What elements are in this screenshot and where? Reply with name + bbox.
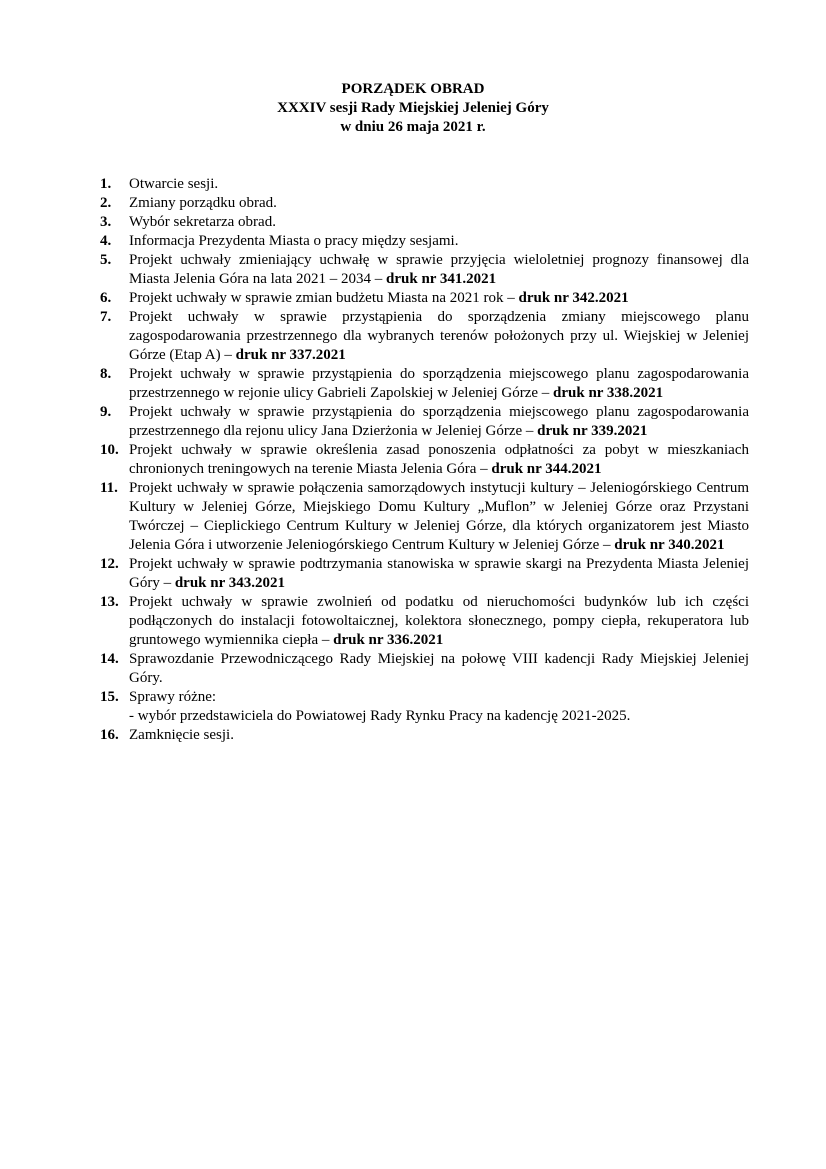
agenda-item-number: 14. xyxy=(100,651,119,667)
agenda-item-number: 16. xyxy=(100,727,119,743)
agenda-item-2 xyxy=(100,194,749,213)
druk-number: druk nr 338.2021 xyxy=(553,385,664,401)
agenda-item-text: Projekt uchwały w sprawie przystąpienia do sporządzenia miejscowego planu zagospodarowania przestrzennego dla rejonu ulicy Jana Dzierżonia w Jeleniej Górze – xyxy=(129,404,749,439)
agenda-item-13 xyxy=(100,593,749,650)
agenda-subitem: - wybór przedstawiciela do Powiatowej Rady Rynku Pracy na kadencję 2021-2025. xyxy=(129,708,631,724)
agenda-item-number: 13. xyxy=(100,594,119,610)
agenda-item-number: 1. xyxy=(100,176,112,192)
agenda-item-number: 6. xyxy=(100,290,112,306)
agenda-item-number: 2. xyxy=(100,195,112,211)
agenda-item-text: Zmiany porządku obrad. xyxy=(129,195,277,211)
agenda-item-number: 10. xyxy=(100,442,119,458)
agenda-item-text: Informacja Prezydenta Miasta o pracy między sesjami. xyxy=(129,233,459,249)
druk-number: druk nr 336.2021 xyxy=(333,632,444,648)
agenda-item-number: 15. xyxy=(100,689,119,705)
agenda-item-12 xyxy=(100,555,749,593)
agenda-item-text: Projekt uchwały w sprawie zwolnień od podatku od nieruchomości budynków lub ich części podłączonych do instalacji fotowoltaicznej, kolektora słonecznego, pompy ciepła, rekuperatora lub gruntowego wymiennika ciepła – xyxy=(129,594,749,648)
agenda-item-number: 3. xyxy=(100,214,112,230)
agenda-item-number: 12. xyxy=(100,556,119,572)
agenda-list xyxy=(100,175,749,745)
agenda-item-10 xyxy=(100,441,749,479)
agenda-item-number: 5. xyxy=(100,252,112,268)
agenda-item-text: Projekt uchwały w sprawie podtrzymania stanowiska w sprawie skargi na Prezydenta Miasta Jeleniej Góry – xyxy=(129,556,749,591)
header-title: PORZĄDEK OBRAD xyxy=(341,81,485,97)
header-date: w dniu 26 maja 2021 r. xyxy=(340,119,486,135)
agenda-item-4 xyxy=(100,232,749,251)
agenda-item-text: Projekt uchwały zmieniający uchwałę w sprawie przyjęcia wieloletniej prognozy finansowej dla Miasta Jelenia Góra na lata 2021 – 2034 – xyxy=(129,252,749,287)
druk-number: druk nr 339.2021 xyxy=(537,423,648,439)
agenda-item-11 xyxy=(100,479,749,555)
agenda-item-15 xyxy=(100,688,749,726)
agenda-item-number: 7. xyxy=(100,309,112,325)
agenda-item-number: 8. xyxy=(100,366,112,382)
druk-number: druk nr 342.2021 xyxy=(518,290,629,306)
agenda-item-9 xyxy=(100,403,749,441)
agenda-item-7 xyxy=(100,308,749,365)
document-header xyxy=(0,80,826,137)
agenda-item-number: 4. xyxy=(100,233,112,249)
agenda-item-text: Wybór sekretarza obrad. xyxy=(129,214,276,230)
agenda-item-5 xyxy=(100,251,749,289)
header-session: XXXIV sesji Rady Miejskiej Jeleniej Góry xyxy=(277,100,549,116)
agenda-item-text: Otwarcie sesji. xyxy=(129,176,219,192)
agenda-item-number: 9. xyxy=(100,404,112,420)
agenda-item-text: Projekt uchwały w sprawie połączenia samorządowych instytucji kultury – Jeleniogórskiego Centrum Kultury w Jeleniej Górze, Miejskiego Domu Kultury „Muflon” w Jeleniej Górze oraz Przystani Twórczej – Cieplickiego Centrum Kultury w Jeleniej Górze, dla których organizatorem jest Miasto Jelenia Góra i utworzenie Jeleniogórskiego Centrum Kultury w Jeleniej Górze – xyxy=(129,480,749,553)
druk-number: druk nr 341.2021 xyxy=(386,271,497,287)
agenda-item-8 xyxy=(100,365,749,403)
agenda-item-text: Projekt uchwały w sprawie zmian budżetu Miasta na 2021 rok – xyxy=(129,290,519,306)
agenda-item-text: Sprawozdanie Przewodniczącego Rady Miejskiej na połowę VIII kadencji Rady Miejskiej Jeleniej Góry. xyxy=(129,651,749,686)
agenda-item-1 xyxy=(100,175,749,194)
agenda-item-3 xyxy=(100,213,749,232)
agenda-item-text: Zamknięcie sesji. xyxy=(129,727,234,743)
druk-number: druk nr 343.2021 xyxy=(174,575,285,591)
agenda-item-number: 11. xyxy=(100,480,118,496)
agenda-item-14 xyxy=(100,650,749,688)
druk-number: druk nr 344.2021 xyxy=(491,461,602,477)
druk-number: druk nr 340.2021 xyxy=(614,537,725,553)
agenda-item-text: Projekt uchwały w sprawie przystąpienia do sporządzenia miejscowego planu zagospodarowania przestrzennego w rejonie ulicy Gabrieli Zapolskiej w Jeleniej Górze – xyxy=(129,366,749,401)
agenda-item-text: Projekt uchwały w sprawie określenia zasad ponoszenia odpłatności za pobyt w mieszkaniach chronionych treningowych na terenie Miasta Jelenia Góra – xyxy=(129,442,749,477)
agenda-item-text: Projekt uchwały w sprawie przystąpienia do sporządzenia zmiany miejscowego planu zagospodarowania przestrzennego dla wybranych terenów położonych przy ul. Wiejskiej w Jeleniej Górze (Etap A) – xyxy=(129,309,749,363)
agenda-item-6 xyxy=(100,289,749,308)
agenda-item-16 xyxy=(100,726,749,745)
druk-number: druk nr 337.2021 xyxy=(235,347,346,363)
agenda-item-text: Sprawy różne: xyxy=(129,689,217,705)
